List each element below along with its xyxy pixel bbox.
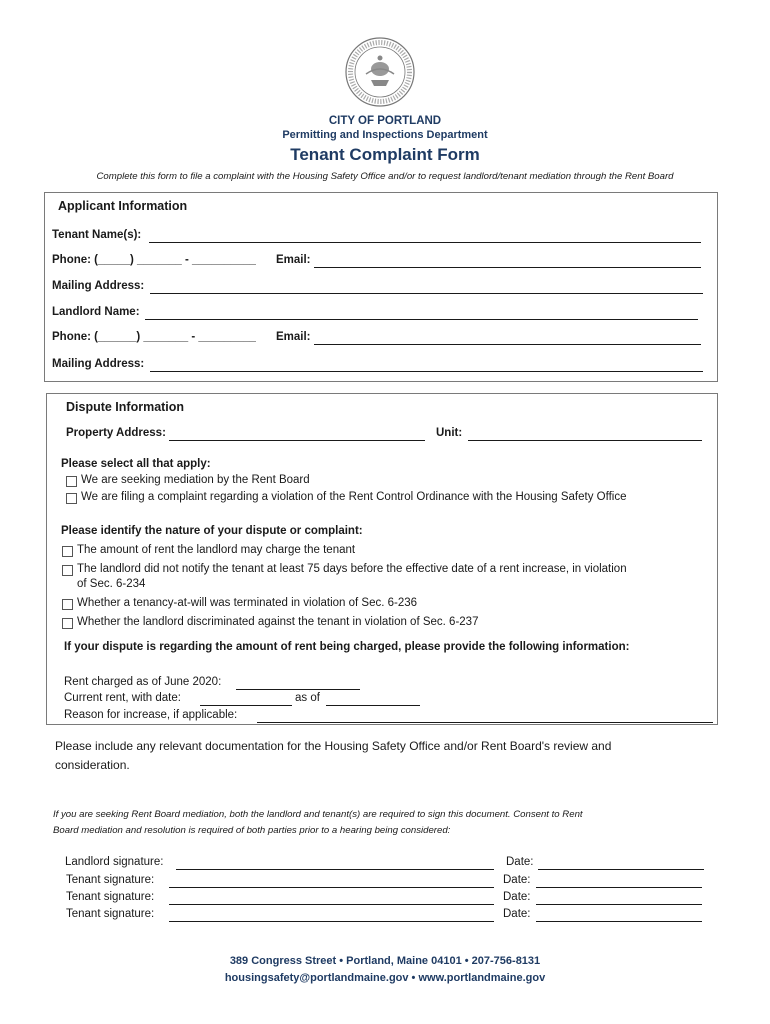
dispute-heading: Dispute Information: [66, 400, 185, 414]
rent-amount-option: The amount of rent the landlord may charge the tenant: [77, 544, 356, 556]
tenant-signature-field-2[interactable]: [169, 904, 494, 905]
tenant-mailing-field[interactable]: [150, 293, 703, 294]
select-all-label: Please select all that apply:: [61, 458, 211, 470]
landlord-signature-field[interactable]: [176, 869, 494, 870]
tenant-phone-label: Phone: (_____) _______ - __________: [52, 254, 256, 266]
landlord-email-label: Email:: [276, 331, 311, 343]
property-address-label: Property Address:: [66, 427, 166, 439]
notice-option: The landlord did not notify the tenant at least 75 days before the effective date of a rent increase, in violation: [77, 563, 627, 575]
tenant-date-field-3[interactable]: [536, 921, 702, 922]
tenant-signature-field-3[interactable]: [169, 921, 494, 922]
footer-contact: housingsafety@portlandmaine.gov • www.portlandmaine.gov: [224, 972, 546, 984]
city-name: CITY OF PORTLAND: [328, 115, 442, 127]
applicant-section: [44, 192, 718, 382]
department-name: Permitting and Inspections Department: [282, 129, 488, 141]
landlord-name-label: Landlord Name:: [52, 306, 140, 318]
footer-address: 389 Congress Street • Portland, Maine 04101 • 207-756-8131: [229, 955, 541, 967]
current-rent-field[interactable]: [200, 705, 292, 706]
unit-label: Unit:: [436, 427, 463, 439]
nature-label: Please identify the nature of your dispute or complaint:: [61, 525, 363, 537]
rent-info-prompt: If your dispute is regarding the amount of rent being charged, please provide the following information:: [64, 641, 630, 653]
landlord-mailing-label: Mailing Address:: [52, 358, 145, 370]
mediation-note-1: If you are seeking Rent Board mediation, both the landlord and tenant(s) are required to sign this document. Consent to Rent: [53, 809, 583, 820]
tenant-signature-label-3: Tenant signature:: [66, 908, 155, 920]
notice-checkbox[interactable]: [62, 565, 73, 576]
tenant-signature-label-2: Tenant signature:: [66, 891, 155, 903]
rent-amount-checkbox[interactable]: [62, 546, 73, 557]
tenant-names-label: Tenant Name(s):: [52, 229, 142, 241]
applicant-heading: Applicant Information: [58, 199, 188, 213]
landlord-email-field[interactable]: [314, 344, 701, 345]
city-seal-icon: [344, 36, 416, 108]
discrimination-checkbox[interactable]: [62, 618, 73, 629]
tenant-date-field-1[interactable]: [536, 887, 702, 888]
reason-field[interactable]: [257, 722, 713, 723]
mediation-note-2: Board mediation and resolution is required of both parties prior to a hearing being considered:: [53, 825, 451, 836]
rent-june-field[interactable]: [236, 689, 360, 690]
mediation-option: We are seeking mediation by the Rent Board: [81, 474, 310, 486]
complaint-option: We are filing a complaint regarding a violation of the Rent Control Ordinance with the Housing Safety Office: [81, 491, 627, 503]
tenant-names-field[interactable]: [149, 242, 701, 243]
tenant-date-label-3: Date:: [503, 908, 531, 920]
tenant-signature-label-1: Tenant signature:: [66, 874, 155, 886]
tenant-date-field-2[interactable]: [536, 904, 702, 905]
tenant-date-label-1: Date:: [503, 874, 531, 886]
notice-option-cont: of Sec. 6-234: [77, 578, 146, 590]
tenancy-option: Whether a tenancy-at-will was terminated in violation of Sec. 6-236: [77, 597, 418, 609]
unit-field[interactable]: [468, 440, 702, 441]
page-title: Tenant Complaint Form: [290, 145, 480, 164]
intro-text: Complete this form to file a complaint with the Housing Safety Office and/or to request landlord/tenant mediation through the Rent Board: [96, 171, 674, 182]
landlord-signature-label: Landlord signature:: [65, 856, 164, 868]
landlord-phone-label: Phone: (______) _______ - _________: [52, 331, 256, 343]
documentation-note-2: consideration.: [55, 758, 130, 772]
tenant-email-label: Email:: [276, 254, 311, 266]
complaint-checkbox[interactable]: [66, 493, 77, 504]
landlord-date-field[interactable]: [538, 869, 704, 870]
landlord-name-field[interactable]: [145, 319, 698, 320]
discrimination-option: Whether the landlord discriminated against the tenant in violation of Sec. 6-237: [77, 616, 479, 628]
as-of-field[interactable]: [326, 705, 420, 706]
landlord-date-label: Date:: [506, 856, 534, 868]
current-rent-label: Current rent, with date:: [64, 692, 181, 704]
tenant-email-field[interactable]: [314, 267, 701, 268]
rent-june-label: Rent charged as of June 2020:: [64, 676, 222, 688]
tenant-date-label-2: Date:: [503, 891, 531, 903]
reason-label: Reason for increase, if applicable:: [64, 709, 238, 721]
tenant-signature-field-1[interactable]: [169, 887, 494, 888]
tenant-mailing-label: Mailing Address:: [52, 280, 145, 292]
as-of-label: as of: [295, 692, 320, 704]
property-address-field[interactable]: [169, 440, 425, 441]
mediation-checkbox[interactable]: [66, 476, 77, 487]
tenancy-checkbox[interactable]: [62, 599, 73, 610]
documentation-note-1: Please include any relevant documentation for the Housing Safety Office and/or Rent Board's review and: [55, 739, 612, 753]
landlord-mailing-field[interactable]: [150, 371, 703, 372]
